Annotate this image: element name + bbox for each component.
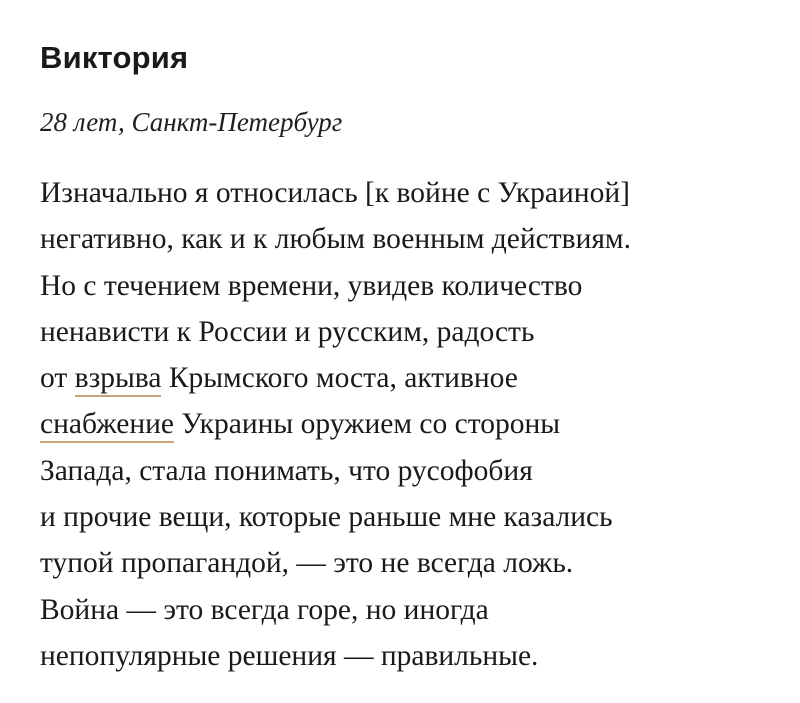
quote-line: и прочие вещи, которые раньше мне казались bbox=[40, 501, 613, 534]
quote-text bbox=[40, 170, 780, 679]
quote-text-fragment: Украины оружием со стороны bbox=[174, 408, 561, 441]
quote-line: непопулярные решения — правильные. bbox=[40, 639, 539, 672]
quote-line bbox=[40, 401, 780, 447]
quote-text-fragment: от bbox=[40, 362, 75, 395]
testimonial-card bbox=[40, 36, 780, 679]
quote-line: Изначально я относилась [к войне с Украиной] bbox=[40, 177, 630, 209]
bridge-explosion-link[interactable]: взрыва bbox=[75, 362, 162, 397]
quote-line: Запада, стала понимать, что русофобия bbox=[40, 454, 533, 487]
quote-line: негативно, как и к любым военным действиям. bbox=[40, 223, 631, 256]
quote-line bbox=[40, 355, 780, 401]
quote-text-fragment: Крымского моста, активное bbox=[161, 362, 518, 395]
quote-line: Война — это всегда горе, но иногда bbox=[40, 593, 489, 626]
quote-line: тупой пропагандой, — это не всегда ложь. bbox=[40, 547, 574, 580]
person-meta: 28 лет, Санкт-Петербург bbox=[40, 107, 343, 137]
person-name: Виктория bbox=[40, 40, 189, 75]
weapons-supply-link[interactable]: снабжение bbox=[40, 408, 174, 443]
quote-line: ненависти к России и русским, радость bbox=[40, 315, 535, 348]
quote-line: Но с течением времени, увидев количество bbox=[40, 269, 583, 302]
